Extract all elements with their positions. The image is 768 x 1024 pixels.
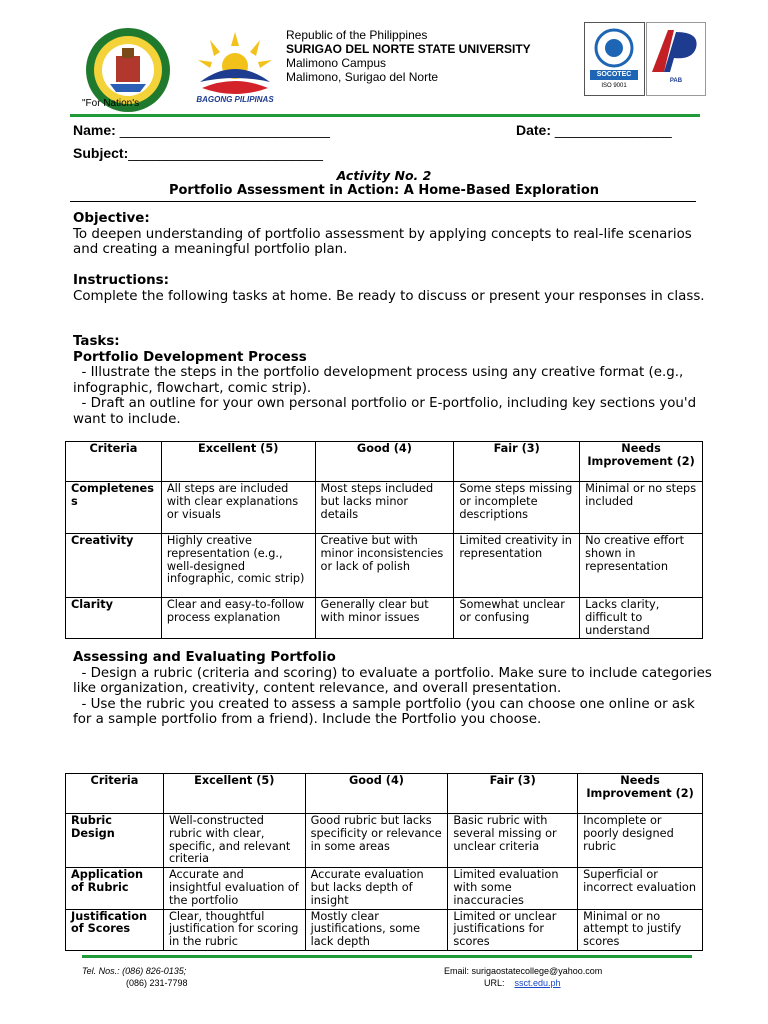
criteria-cell: Justification of Scores [66,909,164,950]
table-row [66,482,703,534]
table-header-row [66,774,703,814]
header-fair: Fair (3) [454,442,580,482]
iso-label: ISO 9001 [601,83,627,89]
university-motto: "For Nation's [82,98,140,109]
table-row [66,534,703,598]
url-label: URL: [484,978,505,988]
activity-number: Activity No. 2 [336,168,432,183]
table-cell: All steps are included with clear explanations or visuals [161,482,315,534]
tasks-section [73,334,713,427]
tasks-heading: Tasks: [73,334,120,349]
header-criteria: Criteria [66,442,162,482]
socotec-label: SOCOTEC [596,71,632,78]
table-cell: Limited evaluation with some inaccuracies [448,868,578,909]
header-good: Good (4) [315,442,454,482]
table-cell: Basic rubric with several missing or unclear criteria [448,814,578,868]
table-cell: Minimal or no attempt to justify scores [578,909,703,950]
rubric-table-development [65,441,703,639]
header-divider [70,114,700,117]
table-cell: Clear and easy-to-follow process explanation [161,598,315,639]
criteria-cell: Rubric Design [66,814,164,868]
footer-divider [82,955,692,958]
name-blank[interactable]: ___________________________ [119,122,330,138]
header-excellent: Excellent (5) [163,774,305,814]
criteria-cell: Application of Rubric [66,868,164,909]
table-cell: Clear, thoughtful justification for scoring in the rubric [163,909,305,950]
campus-line: Malimono Campus [286,56,387,70]
table-cell: Good rubric but lacks specificity or relevance in some areas [305,814,448,868]
task-item-outline: - Draft an outline for your own personal portfolio or E-portfolio, including key sections you'd want to include. [73,396,701,427]
bagong-pilipinas-text: BAGONG PILIPINAS [196,95,274,104]
instructions-heading: Instructions: [73,273,170,288]
task-item-design-rubric: - Design a rubric (criteria and scoring) to evaluate a portfolio. Make sure to include categories like organization, creativity, content relevance, and overall presentation. [73,665,717,696]
portfolio-development-heading: Portfolio Development Process [73,349,307,365]
date-field[interactable] [516,122,672,138]
objective-text: To deepen understanding of portfolio assessment by applying concepts to real-life scenarios and creating a meaningful portfolio plan. [73,226,692,257]
table-cell: Well-constructed rubric with clear, specific, and relevant criteria [163,814,305,868]
table-cell: Lacks clarity, difficult to understand [580,598,703,639]
criteria-cell: Clarity [66,598,162,639]
footer-tel: Tel. Nos.: (086) 826-0135; [82,966,187,976]
date-label: Date: [516,122,552,138]
subject-field[interactable] [73,145,323,161]
date-blank[interactable]: _______________ [554,122,672,138]
header-needs-improvement: Needs Improvement (2) [580,442,703,482]
subject-blank[interactable]: _________________________ [128,145,323,161]
table-cell: Some steps missing or incomplete descriptions [454,482,580,534]
task-item-use-rubric: - Use the rubric you created to assess a sample portfolio (you can choose one online or ask for a sample portfolio from a friend). Include the Portfolio you choose. [73,696,700,727]
table-cell: Highly creative representation (e.g., well-designed infographic, comic strip) [161,534,315,598]
table-cell: Superficial or incorrect evaluation [578,868,703,909]
footer-email: Email: surigaostatecollege@yahoo.com [444,966,603,976]
pab-label: PAB [669,78,683,84]
university-name: SURIGAO DEL NORTE STATE UNIVERSITY [286,42,531,56]
republic-line: Republic of the Philippines [286,28,428,42]
table-cell: No creative effort shown in representation [580,534,703,598]
table-cell: Generally clear but with minor issues [315,598,454,639]
objective-section [73,211,713,258]
objective-heading: Objective: [73,211,150,226]
website-link[interactable]: ssct.edu.ph [514,978,561,988]
name-field[interactable] [73,122,330,138]
footer-url [484,977,561,989]
task-item-illustrate: - Illustrate the steps in the portfolio development process using any creative format (e.g., infographic, flowchart, comic strip). [73,365,688,396]
criteria-cell: Creativity [66,534,162,598]
criteria-cell: Completeness [66,482,162,534]
table-cell: Limited or unclear justifications for scores [448,909,578,950]
table-row [66,909,703,950]
table-cell: Somewhat unclear or confusing [454,598,580,639]
table-cell: Incomplete or poorly designed rubric [578,814,703,868]
assessing-heading: Assessing and Evaluating Portfolio [73,650,336,665]
instructions-text: Complete the following tasks at home. Be ready to discuss or present your responses in class. [73,288,705,304]
table-cell: Creative but with minor inconsistencies or lack of polish [315,534,454,598]
activity-title: Portfolio Assessment in Action: A Home-Based Exploration [168,183,600,198]
header-excellent: Excellent (5) [161,442,315,482]
institution-header [286,28,531,84]
table-cell: Minimal or no steps included [580,482,703,534]
table-row [66,814,703,868]
footer-tel2: (086) 231-7798 [126,978,188,988]
header-fair: Fair (3) [448,774,578,814]
certification-logos [584,22,706,96]
table-cell: Most steps included but lacks minor details [315,482,454,534]
table-header-row [66,442,703,482]
name-label: Name: [73,122,116,138]
assessing-section [73,650,717,728]
header-criteria: Criteria [66,774,164,814]
table-row [66,598,703,639]
address-line: Malimono, Surigao del Norte [286,70,439,84]
table-cell: Accurate and insightful evaluation of the portfolio [163,868,305,909]
table-cell: Mostly clear justifications, some lack depth [305,909,448,950]
header-needs-improvement: Needs Improvement (2) [578,774,703,814]
header-good: Good (4) [305,774,448,814]
rubric-table-evaluation [65,773,703,951]
title-underline [70,201,696,202]
instructions-section [73,273,713,304]
table-cell: Limited creativity in representation [454,534,580,598]
subject-label: Subject: [73,145,129,161]
table-cell: Accurate evaluation but lacks depth of insight [305,868,448,909]
table-row [66,868,703,909]
